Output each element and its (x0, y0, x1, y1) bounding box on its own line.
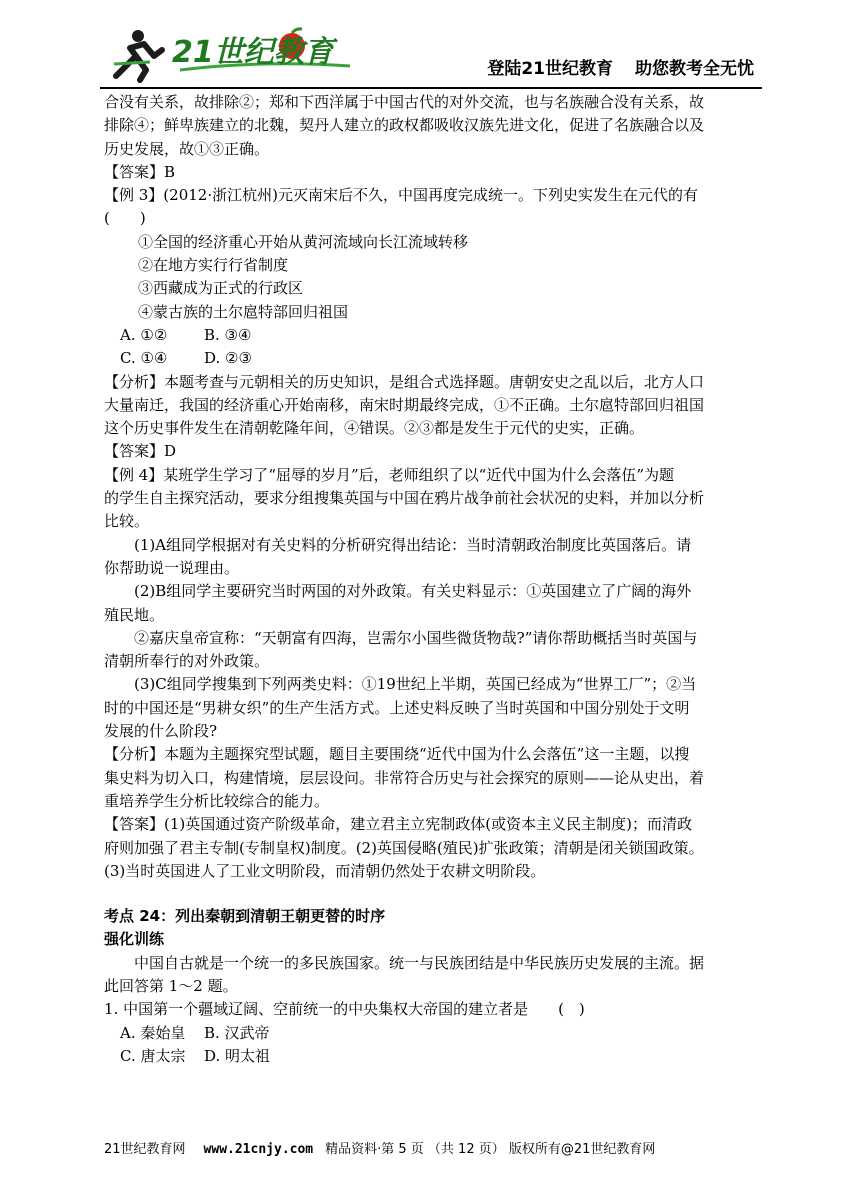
text-line: 这个历史事件发生在清朝乾隆年间，④错误。②③都是发生于元代的史实，正确。 (104, 419, 645, 438)
footer-site: 21世纪教育网 (104, 1142, 186, 1157)
text-line: 清朝所奉行的对外政策。 (104, 652, 270, 671)
option-a: A. 秦始皇 (120, 1023, 186, 1042)
text-line: 时的中国还是“男耕女织”的生产生活方式。上述史料反映了当时英国和中国分别处于文明 (104, 698, 690, 717)
option-d: D. ②③ (204, 349, 252, 368)
text-line: 此回答第 1～2 题。 (104, 976, 238, 995)
analysis-line: 【分析】本题为主题探究型试题，题目主要围绕“近代中国为什么会落伍”这一主题，以搜 (104, 745, 690, 764)
question-1: 1. 中国第一个疆域辽阔、空前统一的中央集权大帝国的建立者是 ( ) (104, 1000, 585, 1019)
analysis-line: 【分析】本题考查与元朝相关的历史知识，是组合式选择题。唐朝安史之乱以后，北方人口 (104, 372, 705, 391)
page-footer (104, 1138, 764, 1157)
answer-line: 【答案】B (104, 162, 176, 181)
text-line: 发展的什么阶段? (104, 722, 218, 741)
example-3-item: ③西藏成为正式的行政区 (138, 279, 304, 298)
option-c: C. ①④ (120, 349, 168, 368)
option-b: B. ③④ (204, 325, 252, 344)
text-line: (3)当时英国进人了工业文明阶段，而清朝仍然处于农耕文明阶段。 (104, 861, 546, 880)
text-line: 历史发展，故①③正确。 (104, 139, 270, 158)
sub-question: (2)B组同学主要研究当时两国的对外政策。有关史料显示：①英国建立了广阔的海外 (134, 582, 692, 601)
section-heading: 考点 24：列出秦朝到清朝王朝更替的时序 (104, 907, 386, 926)
text-line: 大量南迁，我国的经济重心开始南移，南宋时期最终完成，①不正确。土尔扈特部回归祖国 (104, 395, 705, 414)
text-line: 殖民地。 (104, 605, 165, 624)
sub-question: (1)A组同学根据对有关史料的分析研究得出结论：当时清朝政治制度比英国落后。请 (134, 535, 692, 554)
header-divider (100, 87, 762, 89)
example-3-options-row (104, 347, 760, 370)
header-tagline (487, 54, 754, 79)
question-1-options-row (104, 1045, 760, 1068)
text-line: 府则加强了君主专制(专制皇权)制度。(2)英国侵略(殖民)扩张政策；清朝是闭关锁国政策。 (104, 838, 704, 857)
site-logo (110, 26, 400, 86)
sub-question: (3)C组同学搜集到下列两类史料：①19世纪上半期，英国已经成为“世界工厂”；②当 (134, 675, 697, 694)
answer-line: 【答案】(1)英国通过资产阶级革命，建立君主立宪制政体(或资本主义民主制度)；而清政 (104, 815, 692, 834)
text-line: 合没有关系，故排除②；郑和下西洋属于中国古代的对外交流，也与名族融合没有关系，故 (104, 93, 705, 111)
text-line: 中国自古就是一个统一的多民族国家。统一与民族团结是中华民族历史发展的主流。据 (134, 953, 705, 972)
example-3-item: ④蒙古族的土尔扈特部回归祖国 (138, 302, 349, 321)
option-d: D. 明太祖 (204, 1046, 271, 1065)
option-b: B. 汉武帝 (204, 1023, 270, 1042)
answer-line: 【答案】D (104, 442, 177, 461)
option-c: C. 唐太宗 (120, 1046, 186, 1065)
text-line: 集史料为切入口，构建情境，层层设问。非常符合历史与社会探究的原则——论从史出，着 (104, 768, 705, 787)
text-line: 你帮助说一说理由。 (104, 558, 240, 577)
text-line: ②嘉庆皇帝宣称：“天朝富有四海，岂需尔小国些微货物哉?”请你帮助概括当时英国与 (134, 628, 698, 647)
example-3-options-row (104, 324, 760, 347)
logo-runner-icon (110, 26, 400, 84)
tagline-slogan: 助您教考全无忧 (635, 59, 754, 79)
document-body (104, 91, 760, 1068)
question-1-options-row (104, 1022, 760, 1045)
page-header (100, 18, 760, 86)
text-line: 重培养学生分析比较综合的能力。 (104, 791, 330, 810)
text-line: 排除④；鲜卑族建立的北魏，契丹人建立的政权都吸收汉族先进文化，促进了名族融合以及 (104, 116, 705, 135)
text-line: 的学生自主探究活动，要求分组搜集英国与中国在鸦片战争前社会状况的史料，并加以分析 (104, 489, 705, 508)
text-line: ( ) (104, 209, 146, 228)
logo-text: 21世纪教育 (172, 35, 334, 70)
text-line: 比较。 (104, 512, 150, 531)
example-3-question: 【例 3】(2012·浙江杭州)元灭南宋后不久，中国再度完成统一。下列史实发生在元代的有 (104, 186, 698, 205)
example-4-question: 【例 4】某班学生学习了“屈辱的岁月”后，老师组织了以“近代中国为什么会落伍”为题 (104, 465, 674, 484)
footer-url: www.21cnjy.com (203, 1142, 314, 1157)
tagline-login: 登陆21世纪教育 (487, 59, 613, 79)
example-3-item: ①全国的经济重心开始从黄河流域向长江流域转移 (138, 232, 469, 251)
example-3-item: ②在地方实行行省制度 (138, 256, 289, 275)
footer-info: 精品资料·第 5 页 （共 12 页） 版权所有@21世纪教育网 (325, 1142, 656, 1157)
subsection-heading: 强化训练 (104, 930, 165, 949)
option-a: A. ①② (120, 325, 168, 344)
spacer (104, 883, 760, 905)
